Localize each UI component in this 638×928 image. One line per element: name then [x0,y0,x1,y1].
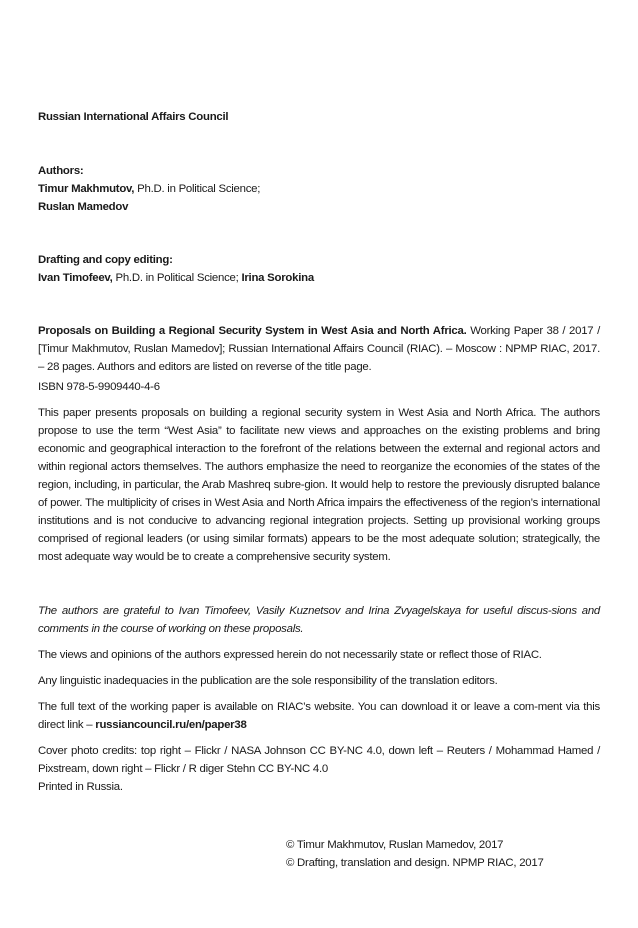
abstract-paragraph: This paper presents proposals on building a regional security system in West Asia and North Africa. The authors propose to use the term “West Asia” to facilitate new views and approaches on the existing problems and bring economic and geographical interaction to the forefront of the relations between the external and regional actors and within regional actors themselves. The authors emphasize the need to reorganize the economies of the states of the region, including, in particular, the Arab Mashreq subre-gion. It would help to restore the previously disrupted balance of power. The multiplicity of crises in West Asia and North Africa impairs the effectiveness of the region’s international institutions and is not conducive to advancing regional integration projects. Setting up provisional working groups comprised of regional leaders (or using similar formats) appears to be the most adequate solution; strategically, the most adequate way would be to create a comprehensive security system. [38,407,600,563]
editor-1-title: Ph.D. in Political Science; [112,272,242,284]
cover-credits: Cover photo credits: top right – Flickr / NASA Johnson CC BY-NC 4.0, down left – Reuters / Mohammad Hamed / Pixstream, down right – Flickr / R diger Stehn CC BY-NC 4.0 [38,745,600,775]
views-disclaimer: The views and opinions of the authors expressed herein do not necessarily state or reflect those of RIAC. [38,649,542,661]
full-text-info: The full text of the working paper is available on RIAC’s website. You can download it or leave a com-ment via this direct link – [38,701,600,731]
editing-heading: Drafting and copy editing: [38,254,173,266]
editing-section [38,251,600,287]
author-1-title: Ph.D. in Political Science; [134,183,261,195]
authors-section [38,162,600,216]
authors-heading: Authors: [38,165,84,177]
copyright-riac: © Drafting, translation and design. NPMP RIAC, 2017 [286,857,544,869]
acknowledgement-paragraph: The authors are grateful to Ivan Timofeev, Vasily Kuznetsov and Irina Zvyagelskaya for useful discus-sions and comments in the course of working on these proposals. [38,605,600,635]
author-2-name: Ruslan Mamedov [38,201,129,213]
organization-name: Russian International Affairs Council [38,111,229,123]
paper-link[interactable]: russiancouncil.ru/en/paper38 [95,719,247,731]
isbn: ISBN 978-5-9909440-4-6 [38,381,160,393]
paper-title: Proposals on Building a Regional Security System in West Asia and North Africa. [38,325,467,337]
language-disclaimer: Any linguistic inadequacies in the publication are the sole responsibility of the translation editors. [38,675,498,687]
author-1-name: Timur Makhmutov, [38,183,135,195]
copyright-authors: © Timur Makhmutov, Ruslan Mamedov, 2017 [286,839,504,851]
editor-line [38,269,600,287]
editor-1-name: Ivan Timofeev, [38,272,113,284]
author-line-1 [38,180,600,198]
citation-paragraph [38,322,600,376]
full-text-paragraph [38,698,600,734]
printed-in: Printed in Russia. [38,781,123,793]
citation-details: Working Paper 38 / 2017 / [Timur Makhmutov, Ruslan Mamedov]; Russian International Affairs Council (RIAC). – Moscow : NPMP RIAC, 2017. – 28 pages. Authors and editors are listed on reverse of the title page. [38,325,600,373]
editor-2-name: Irina Sorokina [241,272,314,284]
